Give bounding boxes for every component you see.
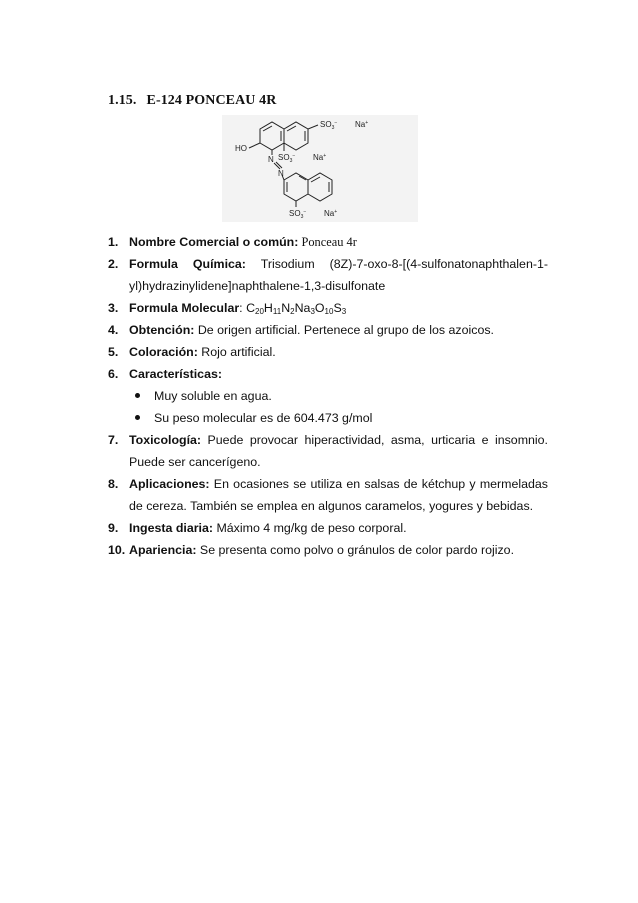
item-chemical-formula — [108, 253, 548, 297]
item-appearance — [108, 539, 548, 561]
item-value: Ponceau 4r — [298, 235, 357, 249]
item-value: Máximo 4 mg/kg de peso corporal. — [213, 521, 407, 535]
item-label: Aplicaciones: — [129, 477, 210, 491]
item-label: Toxicología: — [129, 433, 202, 447]
item-label: Características: — [129, 367, 222, 381]
item-value: Rojo artificial. — [197, 345, 276, 359]
item-trade-name — [108, 231, 548, 253]
item-label: Formula Molecular — [129, 301, 240, 315]
characteristics-bullets — [129, 385, 548, 429]
item-label: Ingesta diaria: — [129, 521, 214, 535]
item-label: Apariencia: — [129, 543, 197, 557]
chemical-structure-figure — [222, 115, 418, 222]
item-applications — [108, 473, 548, 517]
item-number: 10. — [108, 543, 126, 557]
item-number: 4. — [108, 323, 119, 337]
chemical-structure-drawing — [222, 115, 418, 222]
item-number: 3. — [108, 301, 119, 315]
item-number: 8. — [108, 477, 119, 491]
item-number: 2. — [108, 257, 119, 271]
property-list — [108, 231, 548, 561]
label-ho: HO — [235, 144, 247, 153]
label-n-top: N — [268, 155, 274, 164]
item-coloration — [108, 341, 548, 363]
item-value: Trisodium (8Z)-7-oxo-8-[(4-sulfonatonaphthalen-1-yl)hydrazinylidene]naphthalene-1,3-disulfonate — [129, 257, 548, 293]
section-heading — [108, 93, 276, 109]
molecular-formula-value: $C_{20}H_{11}N_2Na_3O_{10}S_3$ — [246, 301, 347, 316]
bullet-dot-icon — [135, 393, 140, 398]
label-na-1: Na+ — [355, 120, 369, 129]
item-molecular-formula: 3. Formula Molecular: $C_{20}H_{11}N_2Na_3O_{10}S_3$ — [108, 297, 548, 319]
label-so3-1: $SO_3^-$ — [320, 120, 338, 131]
label-na-2: Na+ — [313, 153, 327, 162]
item-value: En ocasiones se utiliza en salsas de kétchup y mermeladas de cereza. También se emplea en algunos caramelos, yogures y bebidas. — [129, 477, 548, 513]
item-number: 1. — [108, 235, 119, 249]
item-daily-intake — [108, 517, 548, 539]
item-label: Coloración: — [129, 345, 198, 359]
item-label: Nombre Comercial o común: — [129, 235, 299, 249]
section-number: 1.15. — [108, 93, 137, 108]
item-value: Se presenta como polvo o gránulos de color pardo rojizo. — [196, 543, 515, 557]
item-characteristics — [108, 363, 548, 429]
label-so3-2: $SO_3^-$ — [278, 153, 296, 164]
ring-3 — [284, 173, 308, 201]
item-label: Formula Química: — [129, 257, 246, 271]
item-number: 6. — [108, 367, 119, 381]
item-toxicology — [108, 429, 548, 473]
label-n-bottom: N — [278, 169, 284, 178]
item-number: 9. — [108, 521, 119, 535]
bullet-dot-icon — [135, 415, 140, 420]
item-number: 7. — [108, 433, 119, 447]
section-title: E-124 PONCEAU 4R — [146, 93, 277, 108]
bullet-item: Su peso molecular es de 604.473 g/mol — [129, 407, 548, 429]
item-number: 5. — [108, 345, 119, 359]
item-origin — [108, 319, 548, 341]
item-value: De origen artificial. Pertenece al grupo de los azoicos. — [194, 323, 494, 337]
bullet-item: Muy soluble en agua. — [129, 385, 548, 407]
item-value: Puede provocar hiperactividad, asma, urticaria e insomnio. Puede ser cancerígeno. — [129, 433, 548, 469]
label-so3-3: $SO_3^-$ — [289, 209, 307, 220]
item-label: Obtención: — [129, 323, 195, 337]
label-na-3: Na+ — [324, 209, 338, 218]
